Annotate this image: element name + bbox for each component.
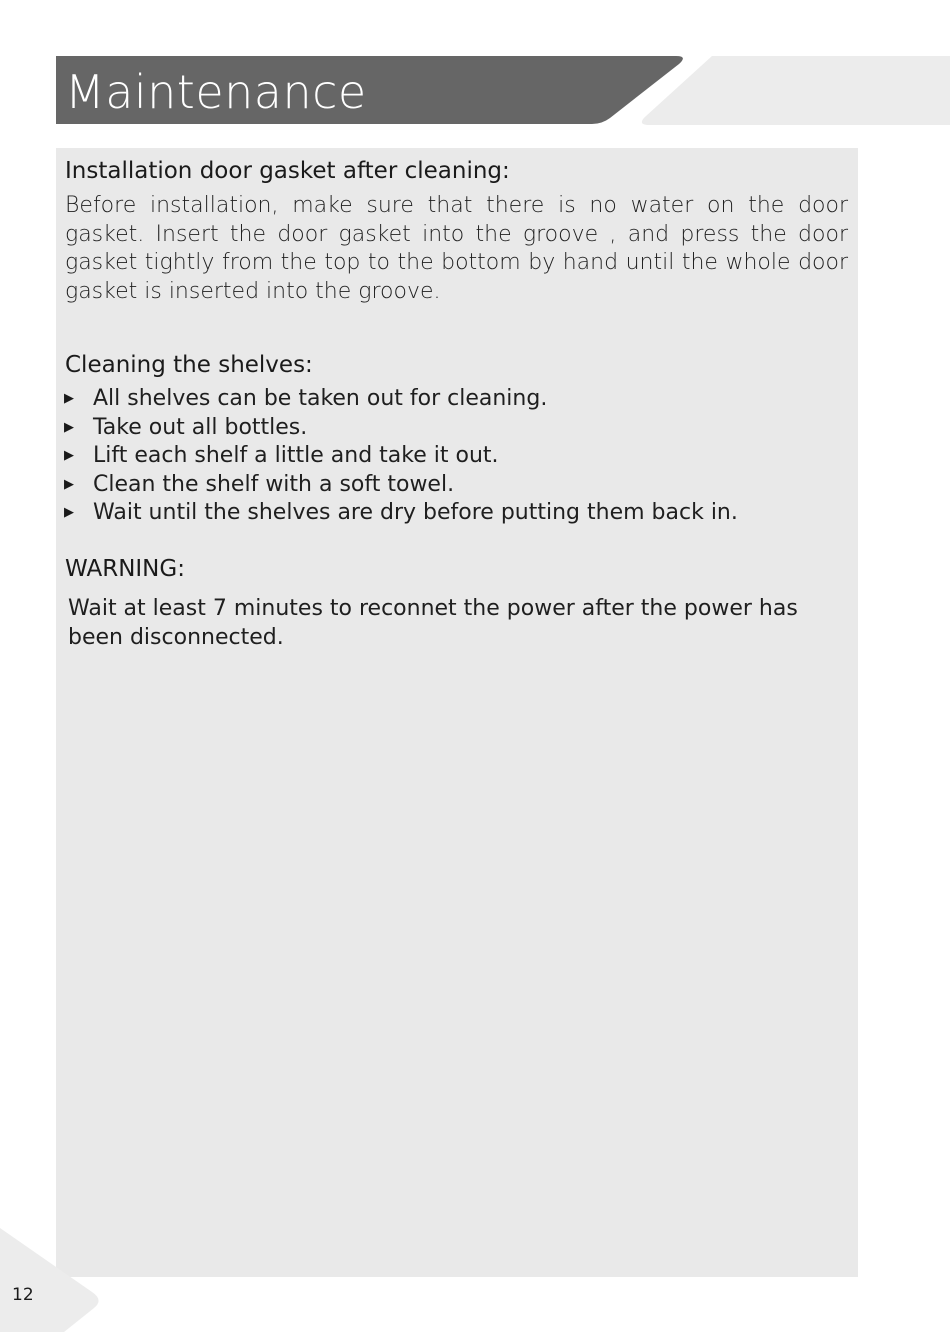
bullet-arrow-icon: ▶ (64, 476, 74, 492)
page-number: 12 (12, 1285, 34, 1305)
list-item-text: All shelves can be taken out for cleaning. (93, 386, 548, 411)
warning-paragraph: Wait at least 7 minutes to reconnet the power after the power has been disconnected. (68, 596, 798, 650)
page-corner-shape (0, 1228, 99, 1332)
gasket-heading: Installation door gasket after cleaning: (65, 158, 510, 184)
list-item-text: Lift each shelf a little and take it out. (93, 443, 499, 468)
content-panel (56, 148, 858, 1277)
warning-heading: WARNING: (65, 556, 185, 582)
shelves-heading: Cleaning the shelves: (65, 352, 313, 378)
shelves-list (62, 385, 852, 528)
bullet-arrow-icon: ▶ (64, 505, 74, 520)
list-item-text: Clean the shelf with a soft towel. (93, 471, 455, 497)
bullet-arrow-icon: ▶ (64, 419, 74, 435)
header-banner-light-tab (642, 56, 950, 125)
list-item (62, 471, 852, 500)
page-corner-decoration (0, 1228, 110, 1332)
bullet-arrow-icon: ▶ (64, 448, 74, 463)
page-title: Maintenance (65, 65, 367, 119)
list-item-text: Wait until the shelves are dry before putting them back in. (93, 500, 738, 525)
bullet-arrow-icon: ▶ (64, 391, 74, 406)
list-item-text: Take out all bottles. (93, 414, 308, 440)
list-item (62, 385, 852, 414)
gasket-paragraph: Before installation, make sure that there is no water on the door gasket. Insert the door gasket into the groove , and press the door gasket tightly from the top to the bottom by hand until the whole door gasket is inserted into the groove. (65, 193, 848, 304)
list-item (62, 414, 852, 443)
list-item (62, 499, 852, 528)
list-item (62, 442, 852, 471)
